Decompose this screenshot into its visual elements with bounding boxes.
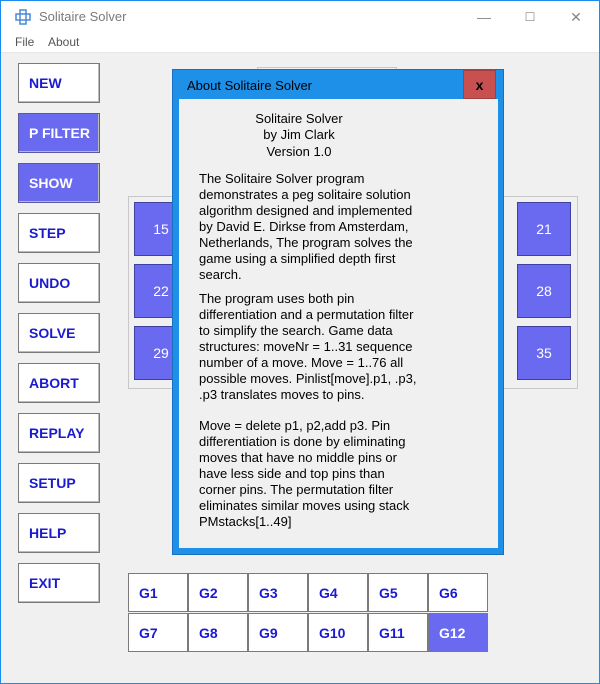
game-g12-button[interactable]: G12 [428, 613, 488, 652]
p-filter-button[interactable]: P FILTER [18, 113, 100, 153]
about-paragraph-3: Move = delete p1, p2,add p3. Pin differentiation is done by eliminating moves that have no middle pins or have less side and top pins than corner pins. The permutation filter eliminates similar moves using stack PMstacks[1..49] [199, 418, 410, 529]
about-paragraph-1: The Solitaire Solver program demonstrates a peg solitaire solution algorithm designed and implemented by David E. Dirkse from Amsterdam, Netherlands, The program solves the game using a simplified depth first search. [199, 171, 413, 282]
peg-28[interactable]: 28 [517, 264, 571, 318]
solve-button[interactable]: SOLVE [18, 313, 100, 353]
maximize-button[interactable]: ☐ [524, 10, 536, 24]
setup-button[interactable]: SETUP [18, 463, 100, 503]
replay-button[interactable]: REPLAY [18, 413, 100, 453]
about-author: by Jim Clark [263, 127, 335, 142]
step-button[interactable]: STEP [18, 213, 100, 253]
new-button[interactable]: NEW [18, 63, 100, 103]
game-g1-button[interactable]: G1 [128, 573, 188, 612]
undo-button[interactable]: UNDO [18, 263, 100, 303]
peg-21[interactable]: 21 [517, 202, 571, 256]
dialog-body [179, 99, 498, 548]
game-g8-button[interactable]: G8 [188, 613, 248, 652]
game-g5-button[interactable]: G5 [368, 573, 428, 612]
peg-29[interactable]: 29 [134, 326, 188, 380]
game-g10-button[interactable]: G10 [308, 613, 368, 652]
menu-bar [1, 33, 599, 53]
exit-button[interactable]: EXIT [18, 563, 100, 603]
about-version: Version 1.0 [266, 144, 332, 159]
peg-22[interactable]: 22 [134, 264, 188, 318]
menu-file[interactable]: File [15, 35, 35, 49]
close-button[interactable]: ✕ [570, 8, 582, 25]
window-title: Solitaire Solver [39, 9, 127, 24]
peg-35[interactable]: 35 [517, 326, 571, 380]
abort-button[interactable]: ABORT [18, 363, 100, 403]
peg-15[interactable]: 15 [134, 202, 188, 256]
show-button[interactable]: SHOW [18, 163, 100, 203]
menu-about[interactable]: About [48, 35, 80, 49]
about-paragraph-2: The program uses both pin differentiation and a permutation filter to simplify the search. Game data structures: moveNr = 1..31 sequence number of a move. Move = 1..76 all possible moves. Pinlist[move].p1, .p3, .p3 translates moves to pins. [199, 291, 417, 402]
app-icon [15, 9, 31, 25]
game-g3-button[interactable]: G3 [248, 573, 308, 612]
title-bar[interactable] [1, 1, 599, 33]
game-g9-button[interactable]: G9 [248, 613, 308, 652]
help-button[interactable]: HELP [18, 513, 100, 553]
dialog-close-button[interactable]: x [463, 70, 496, 99]
game-g2-button[interactable]: G2 [188, 573, 248, 612]
game-g7-button[interactable]: G7 [128, 613, 188, 652]
minimize-button[interactable]: — [477, 9, 491, 25]
game-g6-button[interactable]: G6 [428, 573, 488, 612]
about-dialog [172, 69, 504, 555]
about-app-name: Solitaire Solver [255, 111, 343, 126]
dialog-title: About Solitaire Solver [187, 78, 313, 93]
game-g4-button[interactable]: G4 [308, 573, 368, 612]
game-g11-button[interactable]: G11 [368, 613, 428, 652]
